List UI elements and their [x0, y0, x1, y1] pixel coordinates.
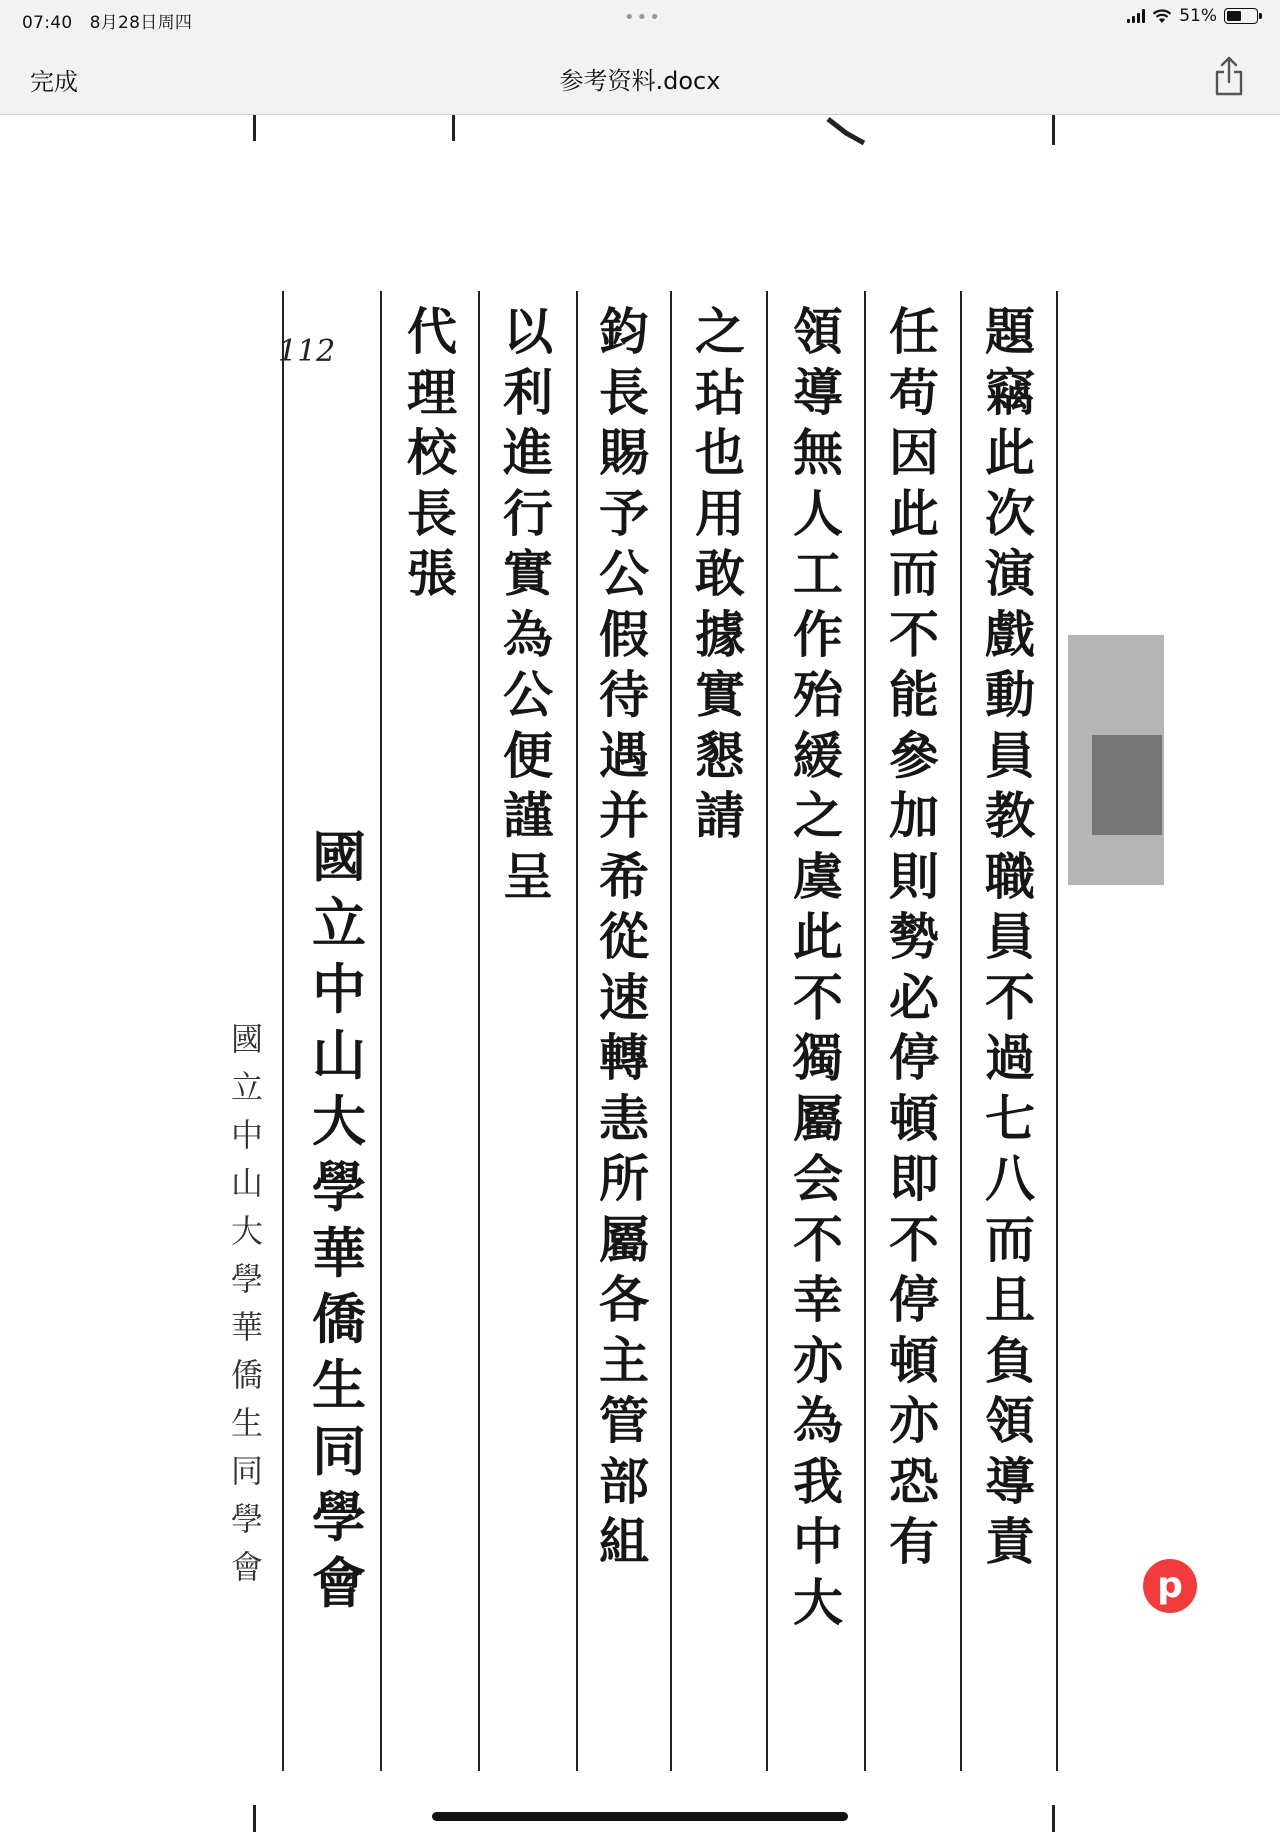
- column-char: 過: [985, 1028, 1035, 1087]
- column-rule: [576, 291, 578, 1771]
- organization-stamp: [218, 1020, 276, 1599]
- column-char: 導: [793, 362, 843, 422]
- column-char: 戲: [985, 604, 1035, 664]
- column-rule: [478, 291, 480, 1771]
- column-char: 亦: [889, 1391, 939, 1450]
- column-char: 從: [599, 907, 649, 966]
- column-char: 予: [599, 483, 649, 543]
- column-char: 實: [503, 544, 553, 603]
- column-char: 員: [985, 725, 1035, 785]
- column-char: 恐: [889, 1451, 939, 1511]
- next-page-rule: [253, 1805, 256, 1832]
- column-char: 作: [793, 604, 843, 664]
- column-char: 工: [793, 544, 843, 603]
- column-rule: [1056, 291, 1058, 1771]
- column-char: 校: [407, 423, 457, 482]
- column-char: 立: [230, 1068, 263, 1106]
- column-char: 此: [985, 423, 1035, 482]
- column-char: 能: [889, 665, 939, 724]
- column-char: 演: [985, 544, 1035, 603]
- prev-page-rule: [253, 115, 256, 141]
- column-char: 領: [985, 1391, 1035, 1450]
- watermark-logo-icon: p: [1143, 1559, 1197, 1613]
- column-char: 用: [695, 483, 745, 543]
- column-char: 學: [230, 1260, 263, 1298]
- column-rule: [670, 291, 672, 1771]
- column-char: 領: [793, 302, 843, 361]
- column-char: 據: [695, 604, 745, 664]
- column-char: 參: [889, 725, 939, 785]
- share-icon[interactable]: [1212, 54, 1246, 98]
- column-char: 且: [985, 1270, 1035, 1329]
- column-char: 頓: [889, 1330, 939, 1390]
- column-char: 便: [503, 725, 553, 785]
- column-char: 遇: [599, 725, 649, 785]
- column-char: 我: [793, 1451, 843, 1511]
- battery-percent: 51%: [1179, 6, 1217, 26]
- column-char: 緩: [793, 725, 843, 785]
- text-column-4: [676, 302, 764, 852]
- column-char: 大: [793, 1572, 843, 1632]
- column-char: 中: [793, 1512, 843, 1571]
- column-char: 同: [230, 1452, 263, 1490]
- column-char: 大: [230, 1212, 263, 1250]
- column-char: 中: [312, 957, 366, 1021]
- column-char: 導: [985, 1451, 1035, 1511]
- column-char: 謹: [503, 786, 553, 845]
- column-char: 假: [599, 604, 649, 664]
- column-char: 同: [312, 1419, 366, 1483]
- column-char: 員: [985, 907, 1035, 966]
- column-char: 無: [793, 423, 843, 482]
- column-char: 理: [407, 362, 457, 422]
- column-char: 獨: [793, 1028, 843, 1087]
- column-char: 主: [599, 1330, 649, 1390]
- column-char: 賜: [599, 423, 649, 482]
- column-char: 人: [793, 483, 843, 543]
- column-char: 華: [230, 1308, 263, 1346]
- column-char: 而: [985, 1209, 1035, 1269]
- column-char: 學: [230, 1500, 263, 1538]
- column-char: 以: [503, 302, 553, 361]
- column-char: 屬: [793, 1088, 843, 1148]
- column-char: 華: [312, 1221, 366, 1285]
- column-char: 八: [985, 1149, 1035, 1208]
- column-char: 負: [985, 1330, 1035, 1390]
- column-char: 呈: [503, 846, 553, 906]
- document-title: 参考资料.docx: [559, 67, 721, 95]
- column-char: 速: [599, 967, 649, 1027]
- column-char: 不: [889, 1209, 939, 1269]
- column-char: 公: [599, 544, 649, 603]
- column-char: 停: [889, 1028, 939, 1087]
- column-rule: [960, 291, 962, 1771]
- column-char: 七: [985, 1088, 1035, 1148]
- column-char: 組: [599, 1512, 649, 1571]
- column-char: 公: [503, 665, 553, 724]
- column-char: 僑: [230, 1356, 263, 1394]
- column-char: 生: [312, 1353, 366, 1417]
- column-char: 國: [312, 825, 366, 889]
- column-char: 動: [985, 665, 1035, 724]
- column-char: 殆: [793, 665, 843, 724]
- wifi-icon: [1152, 9, 1172, 24]
- column-char: 任: [889, 302, 939, 361]
- column-char: 管: [599, 1391, 649, 1450]
- column-char: 行: [503, 483, 553, 543]
- document-page[interactable]: [0, 115, 1280, 1832]
- signature-column: [298, 825, 380, 1622]
- column-char: 玷: [695, 362, 745, 422]
- column-char: 必: [889, 967, 939, 1027]
- done-button[interactable]: 完成: [30, 68, 78, 96]
- column-char: 僑: [312, 1287, 366, 1351]
- column-char: 亦: [793, 1330, 843, 1390]
- column-char: 希: [599, 846, 649, 906]
- text-column-6: [484, 302, 572, 912]
- column-rule: [864, 291, 866, 1771]
- column-char: 頓: [889, 1088, 939, 1148]
- battery-icon: [1224, 8, 1258, 24]
- status-time-date: 07:40 8月28日周四: [22, 13, 193, 33]
- column-char: 并: [599, 786, 649, 845]
- column-char: 会: [793, 1149, 843, 1208]
- column-char: 長: [407, 483, 457, 543]
- column-char: 學: [312, 1485, 366, 1549]
- column-char: 也: [695, 423, 745, 482]
- column-char: 立: [312, 891, 366, 955]
- seal-smudge: [1092, 735, 1162, 835]
- cellular-signal-icon: [1127, 9, 1145, 23]
- column-char: 屬: [599, 1209, 649, 1269]
- column-char: 國: [230, 1020, 263, 1058]
- column-char: 次: [985, 483, 1035, 543]
- column-char: 不: [793, 967, 843, 1027]
- column-char: 職: [985, 846, 1035, 906]
- column-char: 題: [985, 302, 1035, 361]
- column-char: 此: [793, 907, 843, 966]
- next-page-rule: [1052, 1805, 1055, 1832]
- column-char: 之: [793, 786, 843, 845]
- text-column-3: [774, 302, 862, 1638]
- column-char: 不: [889, 604, 939, 664]
- status-bar: [0, 0, 1280, 38]
- column-char: 恚: [599, 1088, 649, 1148]
- column-char: 待: [599, 665, 649, 724]
- column-char: 竊: [985, 362, 1035, 422]
- column-char: 此: [889, 483, 939, 543]
- text-column-5: [580, 302, 668, 1578]
- column-char: 為: [793, 1391, 843, 1450]
- column-char: 鈞: [599, 302, 649, 361]
- column-char: 利: [503, 362, 553, 422]
- column-char: 生: [230, 1404, 263, 1442]
- column-char: 責: [985, 1512, 1035, 1571]
- text-column-7: [388, 302, 476, 610]
- prev-page-rule: [1052, 115, 1055, 145]
- column-char: 不: [985, 967, 1035, 1027]
- column-char: 幸: [793, 1270, 843, 1329]
- column-char: 即: [889, 1149, 939, 1208]
- column-char: 敢: [695, 544, 745, 603]
- column-char: 學: [312, 1155, 366, 1219]
- column-char: 勢: [889, 907, 939, 966]
- column-char: 會: [230, 1548, 263, 1586]
- column-char: 部: [599, 1451, 649, 1511]
- column-char: 會: [312, 1551, 366, 1615]
- column-rule: [282, 291, 284, 1771]
- text-column-2: [870, 302, 958, 1578]
- prev-page-ink-mark: [826, 115, 866, 145]
- column-char: 虞: [793, 846, 843, 906]
- text-column-1: [966, 302, 1054, 1578]
- column-char: 張: [407, 544, 457, 603]
- column-char: 則: [889, 846, 939, 906]
- column-char: 教: [985, 786, 1035, 845]
- column-char: 懇: [695, 725, 745, 785]
- home-indicator[interactable]: [432, 1812, 848, 1821]
- column-rule: [766, 291, 768, 1771]
- column-char: 各: [599, 1270, 649, 1329]
- multitasking-dots[interactable]: •••: [624, 7, 662, 28]
- column-char: 為: [503, 604, 553, 664]
- column-char: 停: [889, 1270, 939, 1329]
- column-char: 長: [599, 362, 649, 422]
- prev-page-rule: [452, 115, 455, 141]
- column-char: 請: [695, 786, 745, 845]
- status-indicators: [1127, 6, 1258, 26]
- column-char: 進: [503, 423, 553, 482]
- column-char: 山: [230, 1164, 263, 1202]
- column-char: 之: [695, 302, 745, 361]
- column-char: 苟: [889, 362, 939, 422]
- column-char: 而: [889, 544, 939, 603]
- column-rule: [380, 291, 382, 1771]
- column-char: 實: [695, 665, 745, 724]
- column-char: 所: [599, 1149, 649, 1208]
- column-char: 中: [230, 1116, 263, 1154]
- column-char: 因: [889, 423, 939, 482]
- document-nav-bar: [0, 38, 1280, 115]
- column-char: 轉: [599, 1028, 649, 1087]
- column-char: 不: [793, 1209, 843, 1269]
- page-number: 112: [278, 334, 336, 369]
- column-char: 有: [889, 1512, 939, 1571]
- column-char: 大: [312, 1089, 366, 1153]
- column-char: 代: [407, 302, 457, 361]
- column-char: 山: [312, 1023, 366, 1087]
- column-char: 加: [889, 786, 939, 845]
